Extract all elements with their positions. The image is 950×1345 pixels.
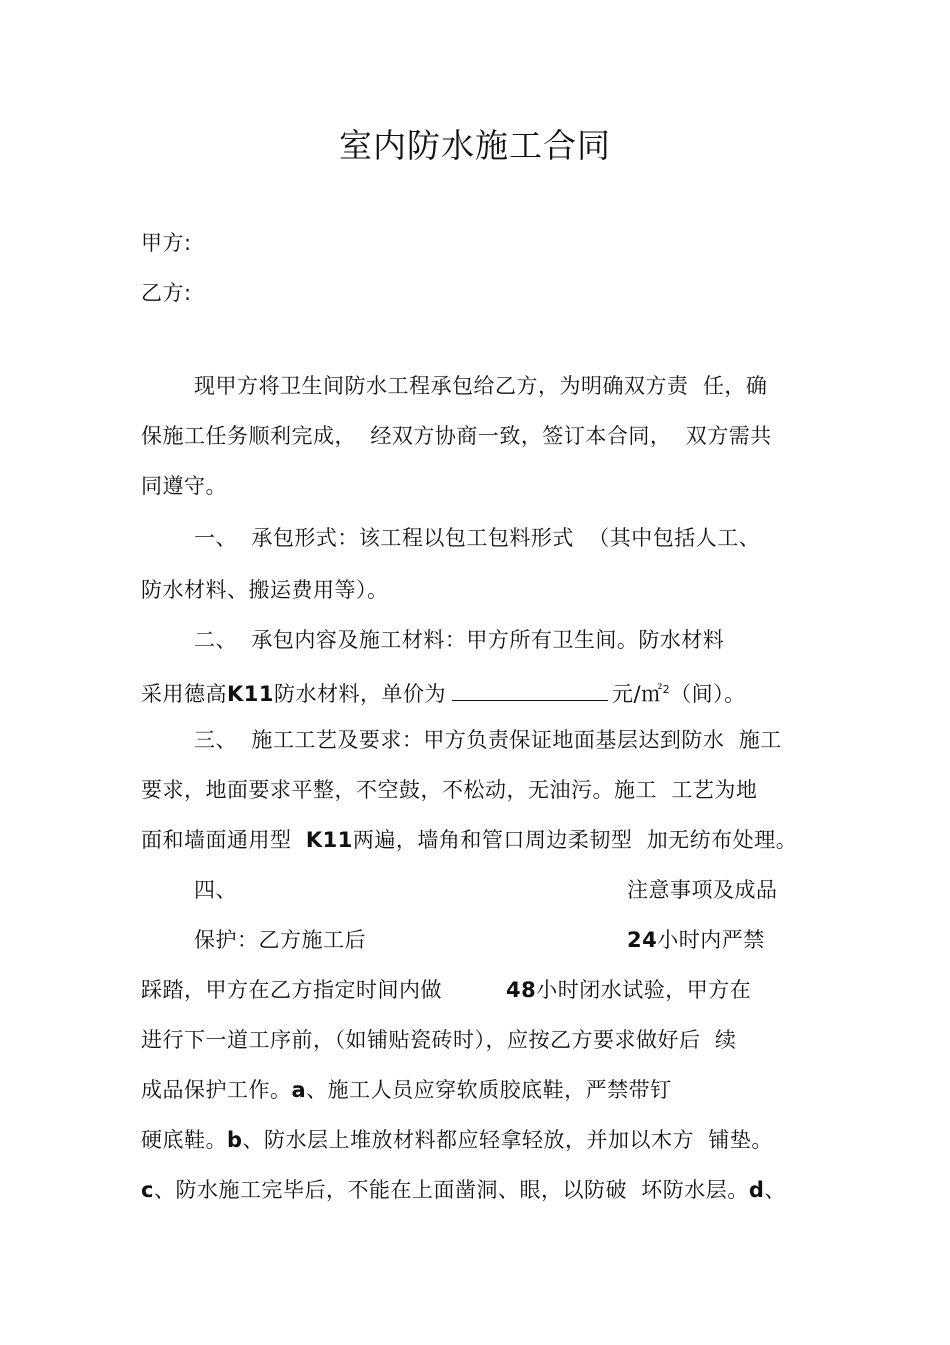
section-3-line-3 bbox=[141, 825, 797, 855]
product-code: K11 bbox=[305, 828, 353, 852]
s2-text-a: 采用德高 bbox=[141, 682, 227, 706]
s4-l7-d: 、 bbox=[764, 1178, 786, 1202]
s4-l6-c: 、防水层上堆放材料都应轻拿轻放，并加以木方 铺垫。 bbox=[242, 1128, 773, 1152]
s4-l6-a: 硬底鞋。 bbox=[141, 1128, 227, 1152]
intro-line-2: 保施工任务顺利完成， 经双方协商一致，签订本合同， 双方需共 bbox=[141, 424, 772, 448]
item-d-marker: d bbox=[748, 1178, 765, 1202]
item-c-marker: c bbox=[141, 1178, 154, 1202]
intro-line-3: 同遵守。 bbox=[141, 474, 227, 498]
s4-l5-c: 、施工人员应穿软质胶底鞋，严禁带钉 bbox=[306, 1078, 672, 1102]
section-4-line-4: 进行下一道工序前，（如铺贴瓷砖时），应按乙方要求做好后 续 bbox=[141, 1028, 737, 1052]
s4-l5-a: 成品保护工作。 bbox=[141, 1078, 292, 1102]
document-title: 室内防水施工合同 bbox=[339, 126, 611, 165]
unit-text: 元/㎡ bbox=[612, 682, 663, 706]
unit-price-blank bbox=[452, 680, 608, 701]
section-4-heading-right: 注意事项及成品 bbox=[627, 878, 778, 902]
s2-text-c: 防水材料，单价为 bbox=[274, 682, 446, 706]
s4-l3-right: 小时闭水试验，甲方在 bbox=[536, 978, 752, 1002]
section-2-line-2 bbox=[141, 675, 746, 709]
section-2-line-1: 二、 承包内容及施工材料：甲方所有卫生间。防水材料 bbox=[194, 628, 725, 652]
item-b-marker: b bbox=[227, 1128, 243, 1152]
s3-text-a: 面和墙面通用型 bbox=[141, 828, 306, 852]
hours-24: 24 bbox=[627, 928, 658, 952]
section-3-line-1: 三、 施工工艺及要求：甲方负责保证地面基层达到防水 施工 bbox=[194, 728, 782, 752]
intro-line-1: 现甲方将卫生间防水工程承包给乙方，为明确双方责 任，确 bbox=[194, 374, 768, 398]
section-4-line-3-left: 踩踏，甲方在乙方指定时间内做 bbox=[141, 978, 442, 1002]
section-4-line-3-right bbox=[506, 975, 751, 1005]
party-a-label: 甲方: bbox=[141, 231, 192, 255]
superscript: 2 bbox=[662, 683, 671, 696]
party-b-label: 乙方: bbox=[141, 281, 192, 305]
section-1-line-1: 一、 承包形式：该工程以包工包料形式 （其中包括人工、 bbox=[194, 526, 761, 550]
product-code: K11 bbox=[227, 682, 274, 706]
section-4-line-2-right bbox=[627, 925, 765, 955]
section-4-line-5 bbox=[141, 1075, 672, 1105]
item-a-marker: a bbox=[291, 1078, 307, 1102]
s2-text-e: （间）。 bbox=[670, 682, 746, 706]
section-4-line-2-left: 保护：乙方施工后 bbox=[194, 928, 366, 952]
s3-text-c: 两遍，墙角和管口周边柔韧型 加无纺布处理。 bbox=[352, 828, 798, 852]
section-1-line-2: 防水材料、搬运费用等）。 bbox=[141, 578, 389, 602]
section-4-heading-left: 四、 bbox=[194, 878, 237, 902]
s4-l7-b: 、防水施工完毕后，不能在上面凿洞、眼，以防破 坏防水层。 bbox=[153, 1178, 749, 1202]
section-4-line-7 bbox=[141, 1175, 786, 1205]
s4-l2-right: 小时内严禁 bbox=[657, 928, 765, 952]
hours-48: 48 bbox=[506, 978, 537, 1002]
section-4-line-6 bbox=[141, 1125, 773, 1155]
section-3-line-2: 要求，地面要求平整，不空鼓，不松动，无油污。施工 工艺为地 bbox=[141, 778, 758, 802]
